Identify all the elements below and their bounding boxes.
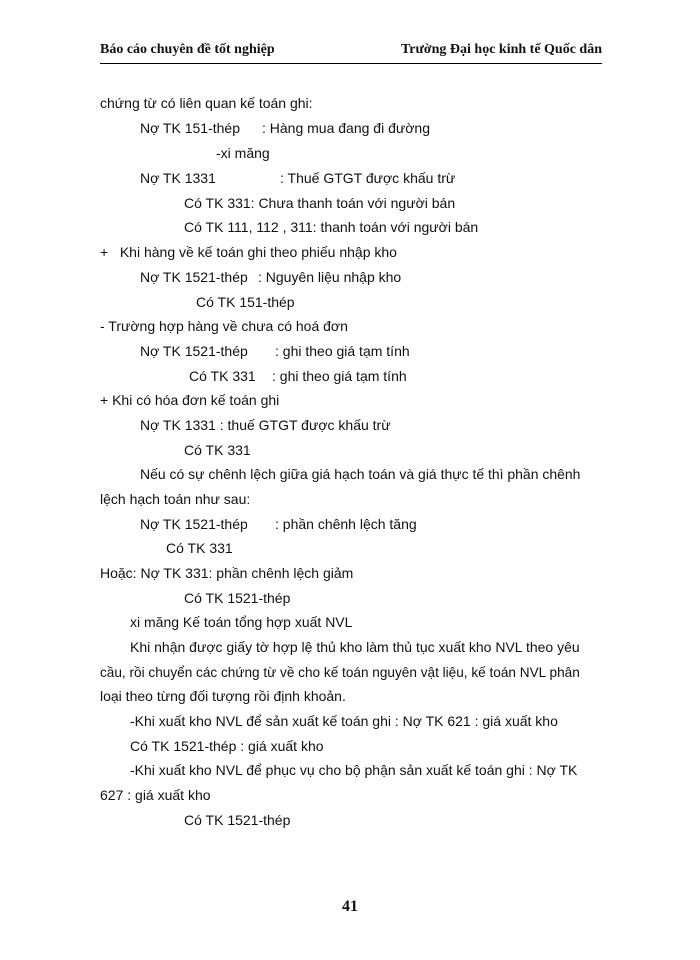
text-line: Hoặc: Nợ TK 331: phần chênh lệch giảm (100, 565, 354, 581)
text-line: -xi măng (216, 145, 270, 161)
text-line: xi măng Kế toán tổng hợp xuất NVL (130, 614, 353, 630)
text-line: : Hàng mua đang đi đường (262, 120, 430, 136)
text-line: Có TK 331 (189, 368, 256, 384)
text-line: : phần chênh lệch tăng (275, 516, 417, 532)
text-line: Có TK 1521-thép (184, 812, 291, 828)
header-report-title: Báo cáo chuyên đề tốt nghiệp (100, 42, 275, 57)
text-line: lệch hạch toán như sau: (100, 491, 251, 507)
text-line: cầu, rồi chuyển các chứng từ về cho kế toán nguyên vật liệu, kế toán NVL phân (100, 664, 580, 680)
text-line: : Thuế GTGT được khấu trừ (280, 170, 456, 186)
text-line: loại theo từng đối tượng rồi định khoản. (100, 688, 346, 704)
text-line: Nợ TK 1331 : thuế GTGT được khấu trừ (140, 417, 391, 433)
text-line: Nợ TK 1521-thép (140, 516, 248, 532)
text-line: -Khi xuất kho NVL để sản xuất kế toán ghi : Nợ TK 621 : giá xuất kho (130, 713, 558, 729)
text-line: Có TK 331 (184, 442, 251, 458)
text-line: - Trường hợp hàng về chưa có hoá đơn (100, 318, 348, 334)
page-header (100, 42, 602, 62)
text-line: Có TK 151-thép (196, 294, 295, 310)
text-line: Có TK 331: Chưa thanh toán với người bán (184, 195, 456, 211)
text-line: Nợ TK 151-thép (140, 120, 240, 136)
text-line: Nếu có sự chênh lệch giữa giá hạch toán và giá thực tế thì phần chênh (140, 466, 581, 482)
text-line: Có TK 111, 112 , 311: thanh toán với người bán (184, 219, 479, 235)
text-line: Có TK 1521-thép : giá xuất kho (130, 738, 324, 754)
text-line: Nợ TK 1521-thép (140, 269, 248, 285)
text-line: Nợ TK 1331 (140, 170, 216, 186)
text-line: Có TK 331 (166, 540, 233, 556)
header-rule (100, 63, 602, 64)
text-line: -Khi xuất kho NVL để phục vụ cho bộ phận sản xuất kế toán ghi : Nợ TK (130, 762, 578, 778)
text-line: + Khi hàng về kế toán ghi theo phiếu nhập kho (100, 244, 397, 260)
page-number: 41 (342, 898, 358, 915)
text-line: chứng từ có liên quan kế toán ghi: (100, 95, 313, 111)
text-line: + Khi có hóa đơn kế toán ghi (100, 392, 280, 408)
text-line: : ghi theo giá tạm tính (272, 368, 407, 384)
text-line: Khi nhận được giấy tờ hợp lệ thủ kho làm thủ tục xuất kho NVL theo yêu (130, 639, 580, 655)
text-line: 627 : giá xuất kho (100, 787, 211, 803)
header-university-name: Trường Đại học kinh tế Quốc dân (400, 42, 602, 57)
text-line: Nợ TK 1521-thép (140, 343, 248, 359)
text-line: : ghi theo giá tạm tính (275, 343, 410, 359)
text-line: Có TK 1521-thép (184, 590, 291, 606)
text-line: : Nguyên liệu nhập kho (258, 269, 402, 285)
